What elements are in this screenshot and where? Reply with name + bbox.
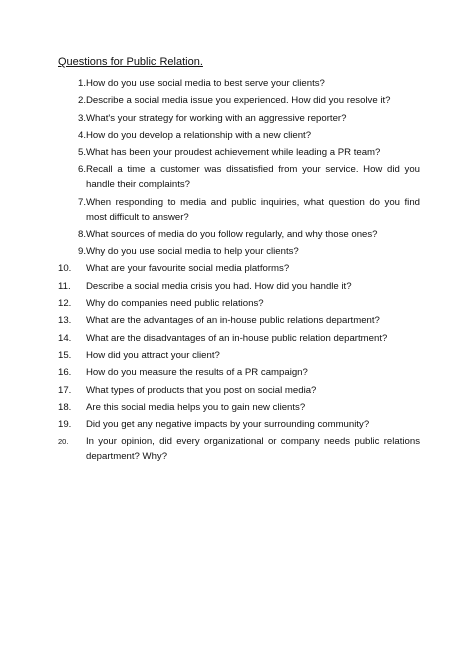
question-item [58,196,420,226]
question-number: 12. [58,298,72,310]
question-text: In your opinion, did every organizational or company needs public relations department? Why? [86,436,420,463]
question-number: 19. [58,419,72,431]
question-text: How do you develop a relationship with a new client? [86,129,312,141]
question-number: 1. [77,78,86,89]
question-item [58,228,420,243]
question-item [58,349,420,364]
question-text: What are the disadvantages of an in-house public relation department? [86,332,388,344]
question-number: 10. [58,263,72,275]
question-item [58,245,420,260]
question-item [58,94,420,109]
question-number: 7. [77,196,86,208]
question-number: 18. [58,401,72,413]
question-number: 3. [77,112,86,124]
question-item [58,314,420,329]
question-text: Are this social media helps you to gain new clients? [86,401,306,413]
question-number: 15. [58,349,72,361]
question-item [58,418,420,433]
question-number: 5. [77,147,86,159]
question-item [58,384,420,399]
question-text: Did you get any negative impacts by your surrounding community? [86,419,370,431]
question-text: Recall a time a customer was dissatisfied from your service. How did you handle their complaints? [86,164,420,191]
question-item [58,297,420,312]
question-number: 8. [77,228,86,240]
page-title: Questions for Public Relation. [58,56,203,68]
question-text: Why do companies need public relations? [86,298,264,310]
question-text: What has been your proudest achievement while leading a PR team? [86,147,381,159]
question-item [58,366,420,381]
question-text: What types of products that you post on social media? [86,384,317,396]
question-item [58,332,420,347]
question-number: 14. [58,332,72,344]
question-text: How do you measure the results of a PR campaign? [86,367,308,379]
question-text: What are your favourite social media platforms? [86,263,290,275]
question-item [58,77,420,92]
question-text: How did you attract your client? [86,349,220,361]
question-number: 6. [77,164,86,176]
question-number: 16. [58,367,72,379]
question-text: What are the advantages of an in-house public relations department? [86,315,380,327]
question-number: 20. [58,437,69,447]
question-item [58,435,420,465]
question-item [58,401,420,416]
question-number: 13. [58,315,72,327]
question-text: When responding to media and public inquiries, what question do you find most difficult to answer? [86,196,420,223]
question-number: 11. [58,280,71,292]
question-item [58,280,420,295]
question-text: How do you use social media to best serve your clients? [86,78,325,89]
question-list [58,77,420,468]
question-item [58,163,420,193]
question-text: Why do you use social media to help your clients? [86,246,299,258]
question-text: Describe a social media crisis you had. How did you handle it? [86,280,352,292]
question-item [58,262,420,277]
question-number: 9. [77,246,86,258]
question-number: 17. [58,384,72,396]
question-text: What sources of media do you follow regularly, and why those ones? [86,228,378,240]
question-number: 4. [77,129,86,141]
question-number: 2. [77,95,86,107]
question-item [58,129,420,144]
question-item [58,112,420,127]
question-item [58,146,420,161]
question-text: What's your strategy for working with an aggressive reporter? [86,112,347,124]
question-text: Describe a social media issue you experienced. How did you resolve it? [86,95,391,107]
